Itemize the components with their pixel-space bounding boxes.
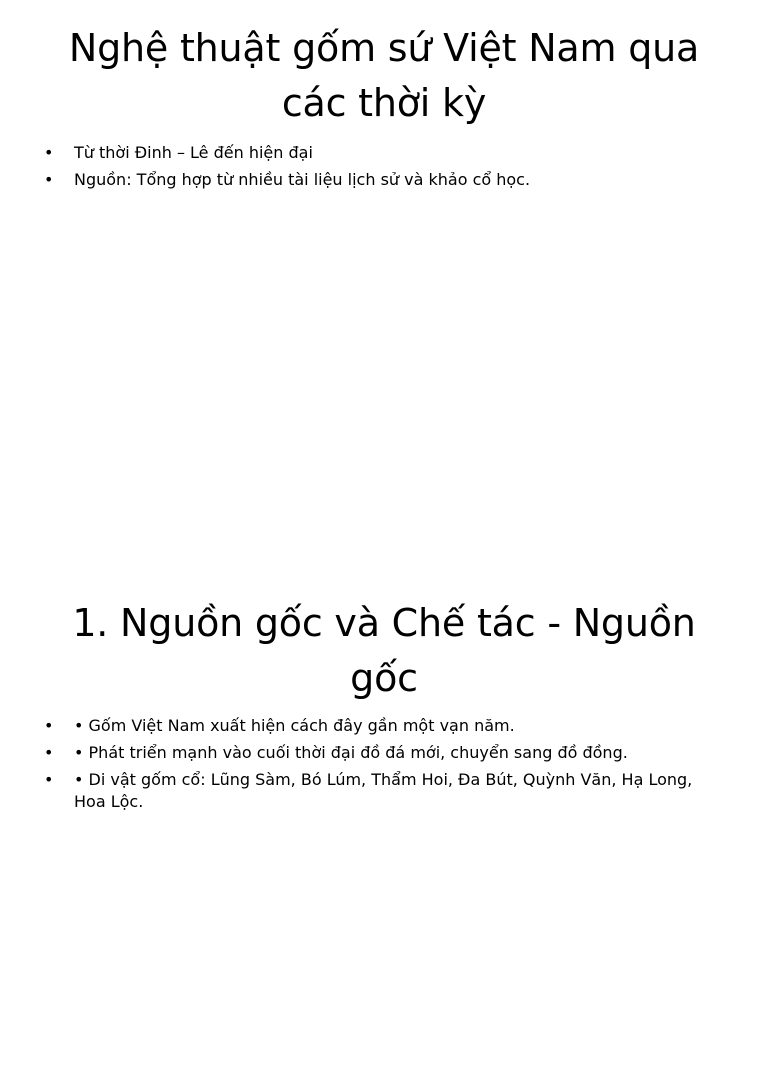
list-item — [44, 715, 718, 737]
bullet-icon: • — [44, 143, 54, 162]
bullet-icon: • — [44, 770, 54, 789]
bullet-icon: • — [44, 743, 54, 762]
list-item — [44, 769, 718, 813]
bullet-text: Nguồn: Tổng hợp từ nhiều tài liệu lịch sử và khảo cổ học. — [74, 170, 531, 189]
bullet-list — [0, 715, 768, 813]
slide-1 — [0, 0, 768, 512]
slide-2 — [0, 576, 768, 1088]
bullet-icon: • — [44, 716, 54, 735]
list-item — [44, 742, 718, 764]
bullet-text: • Gốm Việt Nam xuất hiện cách đây gần một vạn năm. — [74, 716, 515, 735]
bullet-icon: • — [44, 170, 54, 189]
bullet-text: Từ thời Đinh – Lê đến hiện đại — [74, 143, 313, 162]
bullet-list — [0, 142, 768, 191]
slide-title: 1. Nguồn gốc và Chế tác - Nguồn gốc — [72, 601, 696, 700]
list-item — [44, 142, 718, 164]
bullet-text: • Di vật gốm cổ: Lũng Sàm, Bó Lúm, Thẩm Hoi, Đa Bút, Quỳnh Văn, Hạ Long, Hoa Lộc. — [74, 770, 693, 811]
list-item — [44, 169, 718, 191]
bullet-text: • Phát triển mạnh vào cuối thời đại đồ đá mới, chuyển sang đồ đồng. — [74, 743, 628, 762]
slide-title: Nghệ thuật gốm sứ Việt Nam qua các thời kỳ — [68, 26, 700, 125]
